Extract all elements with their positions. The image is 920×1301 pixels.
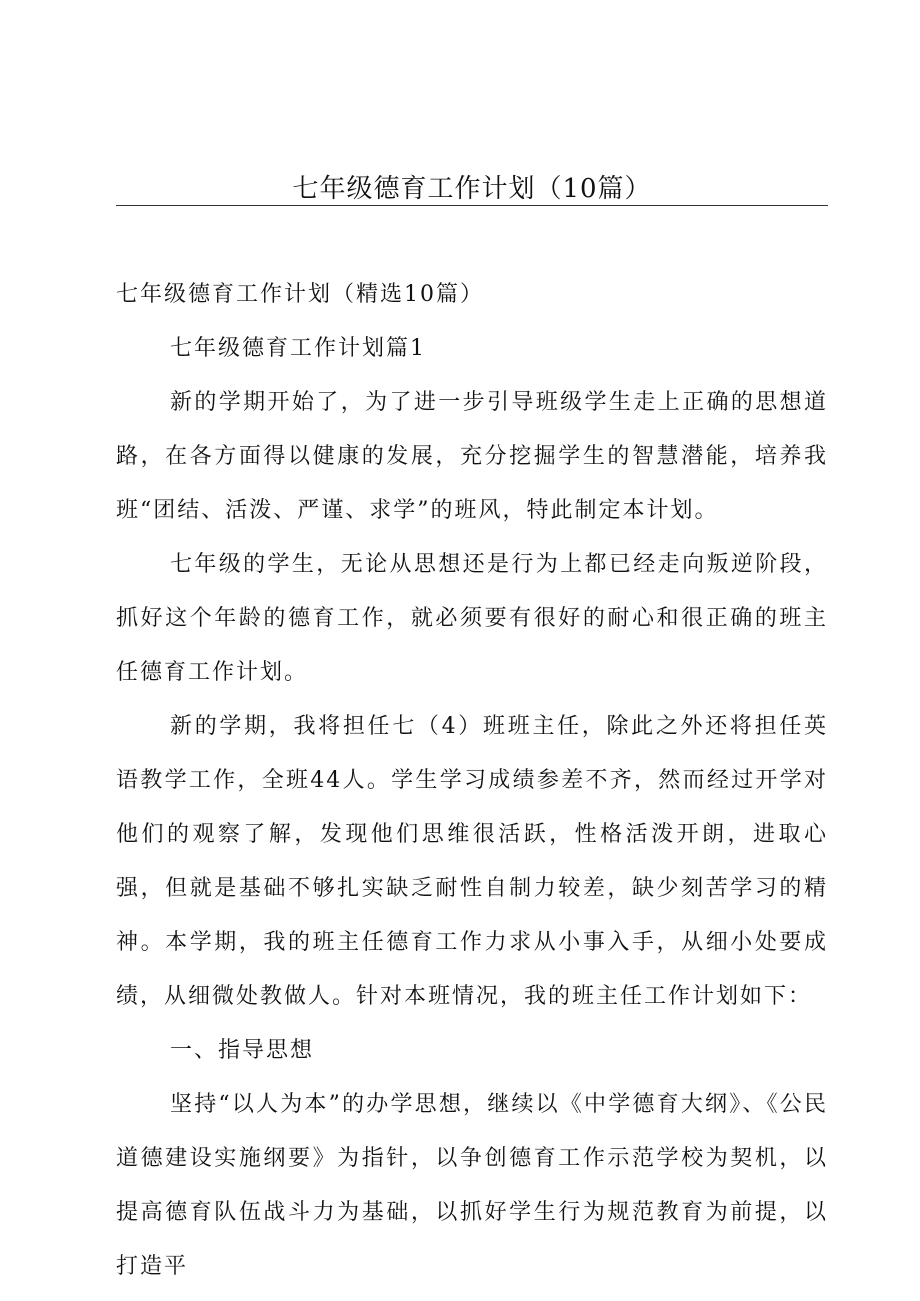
section-heading: 一、指导思想 xyxy=(170,1038,315,1063)
body-paragraph: 坚持“以人为本”的办学思想，继续以《中学德育大纲》、《公民道德建设实施纲要》为指针，以争创德育工作示范学校为契机，以提高德育队伍战斗力为基础，以抓好学生行为规范教育为前提，以打造平 xyxy=(116,1092,828,1279)
body-paragraph: 新的学期开始了，为了进一步引导班级学生走上正确的思想道路，在各方面得以健康的发展，充分挖掘学生的智慧潜能，培养我班“团结、活泼、严谨、求学”的班风，特此制定本计划。 xyxy=(116,390,828,523)
body-paragraph: 新的学期，我将担任七（4）班班主任，除此之外还将担任英语教学工作，全班44人。学生学习成绩参差不齐，然而经过开学对他们的观察了解，发现他们思维很活跃，性格活泼开朗，进取心强，但就是基础不够扎实缺乏耐性自制力较差，缺少刻苦学习的精神。本学期，我的班主任德育工作力求从小事入手，从细小处要成绩，从细微处教做人。针对本班情况，我的班主任工作计划如下： xyxy=(116,714,828,1009)
body-paragraph: 七年级的学生，无论从思想还是行为上都已经走向叛逆阶段，抓好这个年龄的德育工作，就必须要有很好的耐心和很正确的班主任德育工作计划。 xyxy=(116,552,828,685)
document-subtitle: 七年级德育工作计划（精选10篇） xyxy=(116,282,484,307)
title-underline xyxy=(116,205,828,206)
document-body xyxy=(116,268,828,1294)
document-title: 七年级德育工作计划（10篇） xyxy=(292,174,652,204)
section-heading: 七年级德育工作计划篇1 xyxy=(170,336,426,361)
